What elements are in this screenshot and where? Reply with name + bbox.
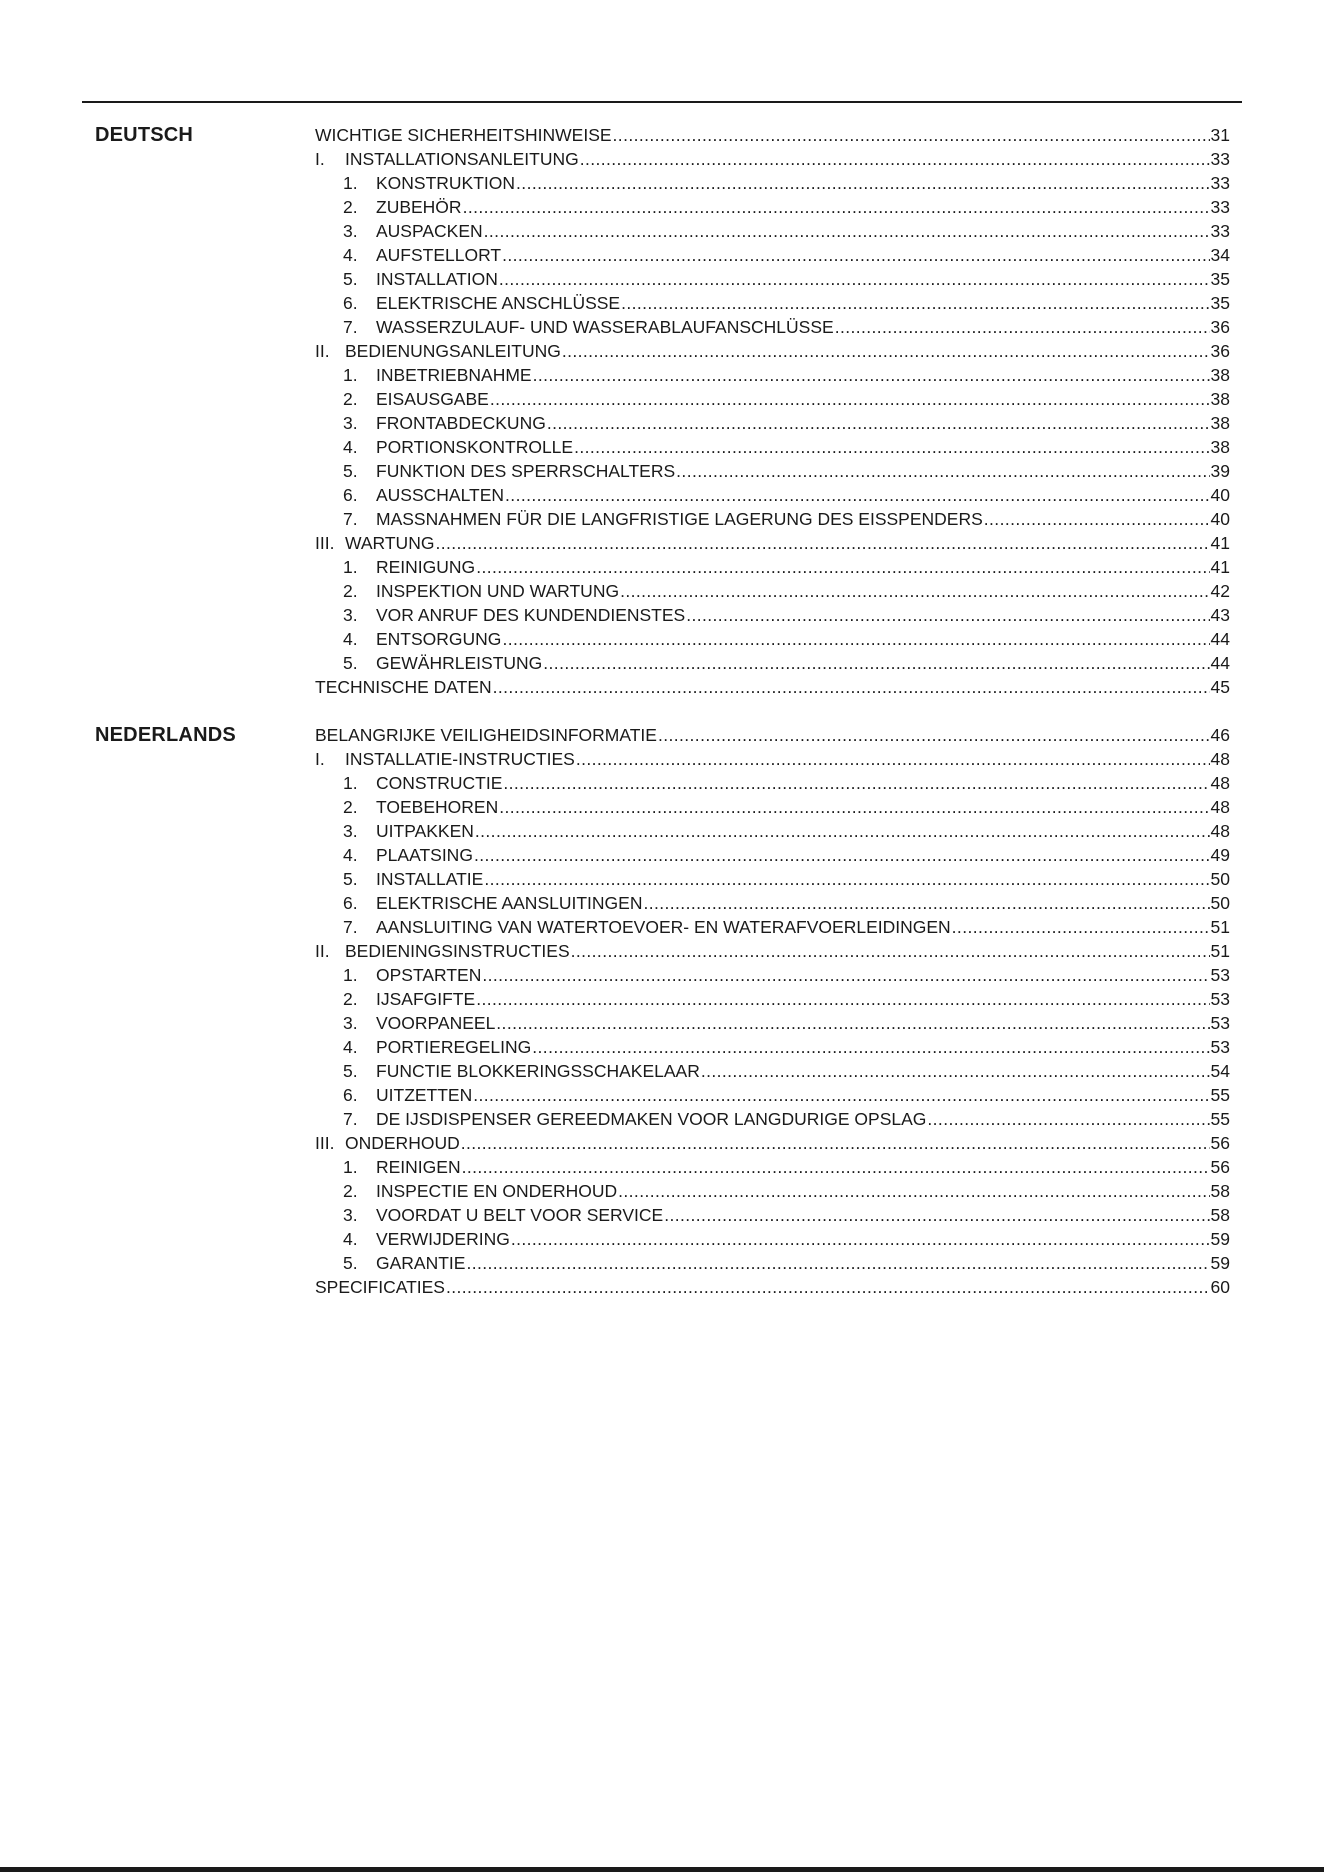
toc-entry[interactable] xyxy=(315,291,1230,315)
toc-entry-number: 6. xyxy=(343,893,358,913)
dot-leader xyxy=(686,603,1209,627)
dot-leader xyxy=(505,483,1209,507)
toc-entry-page-number: 35 xyxy=(1210,293,1230,313)
toc-entry[interactable] xyxy=(315,555,1230,579)
toc-entry[interactable] xyxy=(315,1179,1230,1203)
toc-entry-page-number: 44 xyxy=(1210,629,1230,649)
toc-entry-title: INSTALLATION xyxy=(376,269,498,289)
toc-entry-number: II. xyxy=(315,341,330,361)
toc-entry-number: I. xyxy=(315,149,325,169)
toc-entry-number: III. xyxy=(315,1133,335,1153)
dot-leader xyxy=(643,891,1209,915)
toc-entry-page-number: 59 xyxy=(1210,1253,1230,1273)
dot-leader xyxy=(475,819,1210,843)
dot-leader xyxy=(516,171,1209,195)
toc-entry[interactable] xyxy=(315,219,1230,243)
toc-entry[interactable] xyxy=(315,867,1230,891)
dot-leader xyxy=(499,267,1210,291)
toc-entry-page-number: 44 xyxy=(1210,653,1230,673)
toc-entry-page-number: 60 xyxy=(1210,1277,1230,1297)
toc-entry[interactable] xyxy=(315,603,1230,627)
toc-entry-title: PLAATSING xyxy=(376,845,473,865)
toc-entry[interactable] xyxy=(315,1107,1230,1131)
toc-entry-number: 6. xyxy=(343,293,358,313)
toc-entry[interactable] xyxy=(315,195,1230,219)
toc-entry[interactable] xyxy=(315,1155,1230,1179)
toc-entry[interactable] xyxy=(315,363,1230,387)
dot-leader xyxy=(503,771,1209,795)
dot-leader xyxy=(613,123,1210,147)
toc-entry-number: 3. xyxy=(343,1013,358,1033)
toc-entry[interactable] xyxy=(315,531,1230,555)
dot-leader xyxy=(532,1035,1209,1059)
toc-entry-title: AUSPACKEN xyxy=(376,221,483,241)
toc-entry[interactable] xyxy=(315,1251,1230,1275)
toc-entry-page-number: 53 xyxy=(1210,965,1230,985)
toc-entry-title: AANSLUITING VAN WATERTOEVOER- EN WATERAFVOERLEIDINGEN xyxy=(376,917,951,937)
toc-entry-page-number: 43 xyxy=(1210,605,1230,625)
dot-leader xyxy=(474,843,1210,867)
toc-entry-number: 7. xyxy=(343,917,358,937)
toc-entry-page-number: 41 xyxy=(1210,533,1230,553)
toc-entry-number: 7. xyxy=(343,509,358,529)
dot-leader xyxy=(543,651,1209,675)
toc-entry-number: 2. xyxy=(343,581,358,601)
toc-entry-page-number: 51 xyxy=(1210,917,1230,937)
toc-entry-number: 5. xyxy=(343,869,358,889)
dot-leader xyxy=(446,1275,1210,1299)
toc-entry[interactable] xyxy=(315,1275,1230,1299)
dot-leader xyxy=(496,1011,1209,1035)
toc-entry[interactable] xyxy=(315,411,1230,435)
toc-entry-page-number: 31 xyxy=(1210,125,1230,145)
dot-leader xyxy=(482,963,1209,987)
toc-entry-number: 1. xyxy=(343,965,358,985)
toc-entry-title: ZUBEHÖR xyxy=(376,197,462,217)
toc-list xyxy=(315,123,1230,699)
toc-entry[interactable] xyxy=(315,723,1230,747)
toc-entry-page-number: 48 xyxy=(1210,773,1230,793)
toc-entry-number: 2. xyxy=(343,197,358,217)
toc-entry[interactable] xyxy=(315,507,1230,531)
toc-entry-title: EISAUSGABE xyxy=(376,389,489,409)
toc-entry-number: 5. xyxy=(343,1061,358,1081)
toc-entry-number: 2. xyxy=(343,389,358,409)
toc-entry-title: ENTSORGUNG xyxy=(376,629,502,649)
toc-entry-number: III. xyxy=(315,533,335,553)
toc-entry-number: 5. xyxy=(343,461,358,481)
toc-entry-number: 7. xyxy=(343,317,358,337)
toc-entry-title: FUNCTIE BLOKKERINGSSCHAKELAAR xyxy=(376,1061,700,1081)
toc-entry-page-number: 51 xyxy=(1210,941,1230,961)
toc-entry[interactable] xyxy=(315,915,1230,939)
toc-entry-title: FUNKTION DES SPERRSCHALTERS xyxy=(376,461,676,481)
toc-entry[interactable] xyxy=(315,771,1230,795)
toc-entry-page-number: 35 xyxy=(1210,269,1230,289)
dot-leader xyxy=(502,243,1209,267)
toc-entry-title: CONSTRUCTIE xyxy=(376,773,503,793)
toc-entry[interactable] xyxy=(315,1059,1230,1083)
dot-leader xyxy=(664,1203,1209,1227)
toc-list xyxy=(315,723,1230,1299)
dot-leader xyxy=(502,627,1209,651)
toc-entry-page-number: 40 xyxy=(1210,485,1230,505)
toc-entry-page-number: 53 xyxy=(1210,1037,1230,1057)
toc-entry[interactable] xyxy=(315,819,1230,843)
toc-entry[interactable] xyxy=(315,147,1230,171)
dot-leader xyxy=(484,867,1209,891)
toc-entry-title: UITZETTEN xyxy=(376,1085,473,1105)
toc-entry-number: II. xyxy=(315,941,330,961)
toc-entry[interactable] xyxy=(315,243,1230,267)
toc-entry-page-number: 59 xyxy=(1210,1229,1230,1249)
toc-entry[interactable] xyxy=(315,459,1230,483)
dot-leader xyxy=(618,1179,1209,1203)
toc-entry-number: 7. xyxy=(343,1109,358,1129)
toc-entry-number: 5. xyxy=(343,653,358,673)
toc-entry-title: WARTUNG xyxy=(345,533,435,553)
toc-entry-title: BEDIENINGSINSTRUCTIES xyxy=(345,941,570,961)
dot-leader xyxy=(574,435,1209,459)
dot-leader xyxy=(952,915,1210,939)
toc-entry-number: 4. xyxy=(343,1229,358,1249)
toc-entry-title: INBETRIEBNAHME xyxy=(376,365,532,385)
toc-entry-title: INSPEKTION UND WARTUNG xyxy=(376,581,620,601)
toc-entry-page-number: 48 xyxy=(1210,797,1230,817)
dot-leader xyxy=(835,315,1210,339)
toc-entry-page-number: 41 xyxy=(1210,557,1230,577)
toc-entry-page-number: 45 xyxy=(1210,677,1230,697)
toc-entry-number: 4. xyxy=(343,437,358,457)
toc-entry[interactable] xyxy=(315,1203,1230,1227)
dot-leader xyxy=(466,1251,1209,1275)
dot-leader xyxy=(533,363,1210,387)
toc-entry-page-number: 48 xyxy=(1210,821,1230,841)
toc-entry-number: 2. xyxy=(343,797,358,817)
toc-entry[interactable] xyxy=(315,1131,1230,1155)
toc-entry-title: BELANGRIJKE VEILIGHEIDSINFORMATIE xyxy=(315,725,657,745)
toc-entry-page-number: 39 xyxy=(1210,461,1230,481)
toc-entry-page-number: 53 xyxy=(1210,989,1230,1009)
toc-entry-page-number: 36 xyxy=(1210,317,1230,337)
toc-entry-page-number: 56 xyxy=(1210,1157,1230,1177)
toc-entry-number: 3. xyxy=(343,1205,358,1225)
dot-leader xyxy=(676,459,1209,483)
dot-leader xyxy=(620,579,1209,603)
toc-entry-title: REINIGEN xyxy=(376,1157,461,1177)
toc-entry-number: 5. xyxy=(343,269,358,289)
toc-entry-page-number: 56 xyxy=(1210,1133,1230,1153)
dot-leader xyxy=(927,1107,1209,1131)
dot-leader xyxy=(493,675,1210,699)
toc-entry-number: 3. xyxy=(343,413,358,433)
dot-leader xyxy=(511,1227,1210,1251)
toc-entry-number: 1. xyxy=(343,773,358,793)
bottom-rule xyxy=(0,1867,1324,1872)
toc-entry-page-number: 38 xyxy=(1210,437,1230,457)
toc-entry-title: TOEBEHOREN xyxy=(376,797,499,817)
toc-entry-number: 1. xyxy=(343,557,358,577)
toc-entry-number: 1. xyxy=(343,173,358,193)
toc-entry[interactable] xyxy=(315,891,1230,915)
toc-entry[interactable] xyxy=(315,651,1230,675)
toc-entry-page-number: 33 xyxy=(1210,173,1230,193)
toc-entry-title: AUSSCHALTEN xyxy=(376,485,505,505)
toc-entry[interactable] xyxy=(315,387,1230,411)
toc-entry-title: VOORDAT U BELT VOOR SERVICE xyxy=(376,1205,664,1225)
toc-entry-page-number: 33 xyxy=(1210,149,1230,169)
toc-entry-page-number: 38 xyxy=(1210,413,1230,433)
toc-entry-title: GARANTIE xyxy=(376,1253,466,1273)
toc-entry-page-number: 46 xyxy=(1210,725,1230,745)
dot-leader xyxy=(476,555,1209,579)
toc-entry-number: I. xyxy=(315,749,325,769)
toc-entry-page-number: 33 xyxy=(1210,221,1230,241)
dot-leader xyxy=(621,291,1209,315)
toc-entry[interactable] xyxy=(315,939,1230,963)
toc-entry-number: 5. xyxy=(343,1253,358,1273)
toc-entry-title: VOR ANRUF DES KUNDENDIENSTES xyxy=(376,605,686,625)
dot-leader xyxy=(562,339,1210,363)
toc-entry[interactable] xyxy=(315,339,1230,363)
toc-entry[interactable] xyxy=(315,627,1230,651)
dot-leader xyxy=(484,219,1210,243)
toc-entry-page-number: 40 xyxy=(1210,509,1230,529)
toc-entry[interactable] xyxy=(315,747,1230,771)
dot-leader xyxy=(547,411,1210,435)
dot-leader xyxy=(499,795,1209,819)
dot-leader xyxy=(571,939,1210,963)
toc-entry-page-number: 38 xyxy=(1210,389,1230,409)
dot-leader xyxy=(701,1059,1210,1083)
toc-entry[interactable] xyxy=(315,1227,1230,1251)
dot-leader xyxy=(463,195,1210,219)
toc-entry-title: MASSNAHMEN FÜR DIE LANGFRISTIGE LAGERUNG DES EISSPENDERS xyxy=(376,509,983,529)
toc-entry-page-number: 58 xyxy=(1210,1205,1230,1225)
toc-entry-number: 2. xyxy=(343,989,358,1009)
toc-entry-title: ELEKTRISCHE ANSCHLÜSSE xyxy=(376,293,621,313)
toc-entry[interactable] xyxy=(315,675,1230,699)
toc-entry[interactable] xyxy=(315,1083,1230,1107)
toc-entry-number: 3. xyxy=(343,221,358,241)
toc-entry-title: IJSAFGIFTE xyxy=(376,989,476,1009)
section-heading: DEUTSCH xyxy=(95,124,194,146)
toc-entry-title: SPECIFICATIES xyxy=(315,1277,445,1297)
toc-entry[interactable] xyxy=(315,843,1230,867)
toc-entry-title: AUFSTELLORT xyxy=(376,245,502,265)
dot-leader xyxy=(473,1083,1209,1107)
toc-entry-title: WASSERZULAUF- UND WASSERABLAUFANSCHLÜSSE xyxy=(376,317,834,337)
toc-entry-number: 3. xyxy=(343,821,358,841)
top-rule xyxy=(82,101,1242,103)
toc-entry[interactable] xyxy=(315,267,1230,291)
dot-leader xyxy=(435,531,1209,555)
toc-entry-title: KONSTRUKTION xyxy=(376,173,516,193)
toc-entry-number: 6. xyxy=(343,1085,358,1105)
toc-entry-title: PORTIONSKONTROLLE xyxy=(376,437,574,457)
toc-entry-title: DE IJSDISPENSER GEREEDMAKEN VOOR LANGDURIGE OPSLAG xyxy=(376,1109,927,1129)
dot-leader xyxy=(580,147,1210,171)
section-heading: NEDERLANDS xyxy=(95,724,236,746)
toc-entry[interactable] xyxy=(315,1011,1230,1035)
dot-leader xyxy=(461,1131,1210,1155)
toc-entry-number: 3. xyxy=(343,605,358,625)
dot-leader xyxy=(462,1155,1210,1179)
toc-entry-title: FRONTABDECKUNG xyxy=(376,413,546,433)
toc-entry-number: 1. xyxy=(343,1157,358,1177)
toc-entry-title: ONDERHOUD xyxy=(345,1133,460,1153)
toc-entry-title: INSTALLATIE xyxy=(376,869,484,889)
toc-entry-title: REINIGUNG xyxy=(376,557,476,577)
toc-entry-title: ELEKTRISCHE AANSLUITINGEN xyxy=(376,893,643,913)
toc-entry-page-number: 55 xyxy=(1210,1085,1230,1105)
toc-entry-number: 4. xyxy=(343,245,358,265)
toc-entry-title: GEWÄHRLEISTUNG xyxy=(376,653,543,673)
toc-entry[interactable] xyxy=(315,171,1230,195)
toc-entry[interactable] xyxy=(315,987,1230,1011)
toc-entry-page-number: 48 xyxy=(1210,749,1230,769)
toc-entry[interactable] xyxy=(315,795,1230,819)
toc-entry-page-number: 33 xyxy=(1210,197,1230,217)
toc-entry-page-number: 42 xyxy=(1210,581,1230,601)
toc-entry-title: VOORPANEEL xyxy=(376,1013,496,1033)
toc-entry-title: UITPAKKEN xyxy=(376,821,474,841)
toc-entry[interactable] xyxy=(315,315,1230,339)
dot-leader xyxy=(476,987,1209,1011)
toc-entry-page-number: 55 xyxy=(1210,1109,1230,1129)
toc-entry-title: BEDIENUNGSANLEITUNG xyxy=(345,341,561,361)
toc-entry-title: INSTALLATIE-INSTRUCTIES xyxy=(345,749,575,769)
toc-entry-title: VERWIJDERING xyxy=(376,1229,510,1249)
toc-entry-number: 2. xyxy=(343,1181,358,1201)
toc-entry[interactable] xyxy=(315,483,1230,507)
toc-entry[interactable] xyxy=(315,123,1230,147)
toc-entry-title: WICHTIGE SICHERHEITSHINWEISE xyxy=(315,125,612,145)
toc-entry-page-number: 53 xyxy=(1210,1013,1230,1033)
toc-entry[interactable] xyxy=(315,435,1230,459)
toc-entry-page-number: 54 xyxy=(1210,1061,1230,1081)
toc-entry[interactable] xyxy=(315,963,1230,987)
dot-leader xyxy=(984,507,1210,531)
toc-entry-title: OPSTARTEN xyxy=(376,965,482,985)
toc-entry-title: INSPECTIE EN ONDERHOUD xyxy=(376,1181,618,1201)
dot-leader xyxy=(658,723,1210,747)
toc-entry-page-number: 34 xyxy=(1210,245,1230,265)
dot-leader xyxy=(576,747,1210,771)
toc-entry-page-number: 50 xyxy=(1210,869,1230,889)
toc-entry[interactable] xyxy=(315,1035,1230,1059)
toc-entry-title: INSTALLATIONSANLEITUNG xyxy=(345,149,579,169)
dot-leader xyxy=(490,387,1210,411)
toc-entry-title: TECHNISCHE DATEN xyxy=(315,677,492,697)
toc-entry-title: PORTIEREGELING xyxy=(376,1037,532,1057)
toc-entry-number: 1. xyxy=(343,365,358,385)
toc-entry-number: 6. xyxy=(343,485,358,505)
toc-entry-page-number: 38 xyxy=(1210,365,1230,385)
toc-entry-number: 4. xyxy=(343,629,358,649)
toc-entry-number: 4. xyxy=(343,1037,358,1057)
toc-entry-number: 4. xyxy=(343,845,358,865)
toc-entry-page-number: 49 xyxy=(1210,845,1230,865)
toc-entry-page-number: 36 xyxy=(1210,341,1230,361)
toc-entry-page-number: 50 xyxy=(1210,893,1230,913)
toc-entry[interactable] xyxy=(315,579,1230,603)
toc-entry-page-number: 58 xyxy=(1210,1181,1230,1201)
